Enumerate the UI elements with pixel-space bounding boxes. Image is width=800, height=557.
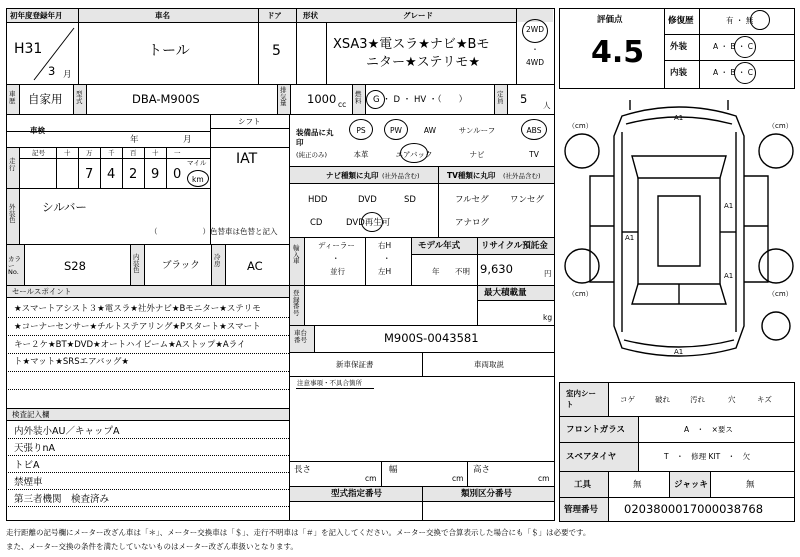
mileage-unit-label: 一: [174, 149, 181, 157]
capacity-unit: 人: [543, 101, 551, 110]
abs-circle: [521, 119, 547, 140]
max-load-label: 最大積載量: [484, 288, 527, 298]
inspection-label: 車検: [30, 126, 45, 135]
recycle-amount: 9,630: [480, 262, 513, 276]
seat-kizu: キズ: [757, 395, 772, 404]
model: DBA-M900S: [132, 92, 200, 106]
warranty-manual: 車両取説: [474, 360, 504, 369]
equip-abs: ABS: [526, 126, 542, 135]
import-dot2: ・: [383, 254, 391, 263]
inspection-note-3: トビA: [14, 460, 40, 471]
mileage-digit: 9: [151, 167, 160, 182]
grade-line2: ニター★ステリモ★: [366, 55, 481, 70]
equip-ps: PS: [356, 126, 366, 135]
km-circle: [187, 170, 209, 187]
dent-a1-left: A1: [625, 234, 635, 242]
mileage-digit: 0: [173, 167, 182, 182]
mileage-digit: 2: [129, 167, 138, 182]
score-label: 評価点: [597, 15, 623, 25]
grade-line1: XSA3★電スラ★ナビ★Bモ: [333, 37, 490, 52]
import-dealer: ディーラー: [318, 241, 355, 250]
equip-leather: 本革: [353, 150, 369, 159]
seat-yabure: 破れ: [655, 395, 670, 404]
interior-color-label: 内装色: [133, 253, 140, 274]
drive-dot: ・: [531, 45, 539, 54]
color-no: S28: [64, 259, 86, 273]
dent-a1-front: A1: [674, 114, 684, 122]
mileage-digit: 4: [107, 167, 116, 182]
width-unit: cm: [452, 474, 464, 483]
tv-analog: アナログ: [455, 218, 490, 228]
navi-label: ナビ種類に丸印: [326, 171, 379, 180]
footer-line2: また、メーター交換の条件を満たしていないものはメーター改ざん車扱いとなります。: [6, 542, 298, 551]
mileage-digit: 7: [85, 167, 94, 182]
spare-options: T ・ 修理 KIT ・ 欠: [664, 452, 751, 461]
import-parallel: 並行: [330, 267, 345, 276]
repair-label: 修復歴: [668, 16, 694, 26]
ac: AC: [247, 259, 263, 273]
seats-label: 室内シート: [566, 389, 596, 409]
reg-month: 3: [48, 64, 56, 78]
sales-line1: ★スマートアシスト３★電スラ★社外ナビ★Bモニター★ステリモ: [14, 304, 261, 314]
import-dot1: ・: [332, 254, 340, 263]
sign-label: 記号: [32, 149, 45, 157]
usage: 自家用: [28, 92, 63, 106]
fuel-label: 燃料: [355, 90, 362, 105]
score-value: 4.5: [591, 35, 645, 70]
inspection-note-4: 禁煙車: [14, 477, 43, 488]
color-value: シルバー: [42, 200, 87, 214]
recycle-label: リサイクル預託金: [481, 241, 548, 251]
svg-text:（cm）: （cm）: [568, 290, 593, 298]
dvd-play-circle: [361, 212, 383, 232]
drive-2wd-circle: [522, 19, 548, 43]
km-label: km: [192, 175, 204, 184]
sales-line3: キー２ケ★BT★DVD★オートハイビーム★Aストップ★Aライ: [14, 340, 246, 350]
ac-label: 冷房: [214, 253, 221, 268]
airbag-circle: [400, 143, 428, 163]
chassis-label: 車台番号: [294, 329, 307, 344]
inspection-note-1: 内外装小AU／キャップA: [14, 426, 120, 437]
import-right: 右H: [378, 241, 392, 250]
import-left: 左H: [378, 267, 392, 276]
repair-circle: [750, 10, 770, 30]
height-unit: cm: [538, 474, 550, 483]
fuel-options: G ・ D ・ HV ・（ ）: [373, 95, 468, 105]
type-no-label: 型式指定番号: [331, 489, 383, 499]
mileage-unit-label: 十: [152, 149, 159, 157]
reg-year-label: 初年度登録年月: [10, 11, 63, 20]
tv-fullseg: フルセグ: [455, 195, 489, 205]
navi-dvd-play: DVD再生可: [346, 218, 391, 228]
inspection-year: 年: [130, 135, 139, 145]
model-label: 型式: [76, 90, 83, 105]
jack-label: ジャッキ: [674, 480, 708, 490]
jack-value: 無: [746, 480, 755, 490]
capacity: 5: [520, 92, 528, 106]
drive-4wd: 4WD: [526, 58, 544, 67]
exterior-options: A ・ B ・ C: [713, 42, 754, 51]
color-note: （ ）色替車は色替と記入: [150, 227, 278, 236]
mileage-unit-label: 百: [130, 149, 137, 157]
car-name-label: 車名: [155, 11, 170, 20]
color-label: 外装色: [9, 203, 16, 224]
inspection-note-5: 第三者機関 検査済み: [14, 494, 110, 505]
tools-value: 無: [633, 480, 642, 490]
width-label: 幅: [389, 465, 398, 475]
mile-label: マイル: [187, 159, 207, 167]
equipment-sub: (純正のみ): [296, 151, 328, 159]
model-year-unknown: 不明: [455, 267, 470, 276]
inspection-month: 月: [183, 135, 192, 145]
doors: 5: [272, 43, 281, 59]
max-load-unit: kg: [543, 313, 553, 322]
tv-oneseg: ワンセグ: [510, 195, 545, 205]
import-label: 輸入車: [293, 244, 300, 265]
shift-label: シフト: [238, 117, 261, 126]
length-label: 長さ: [294, 465, 312, 475]
warranty-new: 新車保証書: [336, 360, 374, 369]
mileage-unit-label: 十: [64, 149, 71, 157]
reg-year: H31: [14, 41, 43, 57]
equip-navi: ナビ: [469, 150, 485, 159]
interior-color: ブラック: [162, 260, 200, 271]
interior-circle: [734, 62, 756, 84]
mileage-unit-label: 万: [86, 149, 93, 157]
chassis-value: M900S-0043581: [384, 331, 479, 345]
sales-line4: ト★マット★SRSエアバッグ★: [14, 357, 130, 367]
drive-2wd: 2WD: [526, 25, 544, 34]
svg-text:（cm）: （cm）: [768, 290, 793, 298]
svg-text:（cm）: （cm）: [768, 122, 793, 130]
shape-label: 形状: [303, 11, 318, 20]
footer-line1: 走行距離の記号欄にメーター改ざん車は「＊」、メーター交換車は「＄」、走行不明車は「＃」を記入してください。メーター交換で合算表示した場合にも「＄」は必要です。: [6, 528, 591, 537]
cc-unit: cc: [338, 100, 347, 109]
equipment-label: 装備品に丸印: [296, 128, 334, 147]
exterior-label: 外装: [670, 42, 688, 52]
equip-aw: AW: [423, 126, 437, 135]
dent-a1-side: A1: [724, 272, 734, 280]
seat-yogore: 汚れ: [690, 395, 705, 404]
length-unit: cm: [365, 474, 377, 483]
grade-label: グレード: [403, 11, 433, 20]
reg-no-label: 登録番号: [293, 289, 300, 317]
doors-label: ドア: [267, 11, 282, 20]
sales-label: セールスポイント: [12, 287, 72, 296]
equip-pw: PW: [390, 126, 402, 135]
displacement: 1000: [307, 92, 337, 106]
spare-label: スペアタイヤ: [566, 452, 617, 462]
sales-line2: ★コーナーセンサー★チルトステアリング★Pスタート★スマート: [14, 322, 261, 332]
tools-label: 工具: [574, 480, 592, 490]
seat-koge: コゲ: [620, 395, 635, 404]
class-no-label: 類別区分番号: [461, 489, 513, 499]
color-no-label: カラーNo.: [8, 255, 21, 276]
model-year-label: モデル年式: [418, 241, 461, 251]
glass-label: フロントガラス: [566, 425, 625, 435]
pw-circle: [384, 119, 408, 140]
repair-options: 有 ・ 無: [726, 16, 754, 25]
tv-sub: (社外品含む): [503, 172, 541, 180]
equip-tv: TV: [529, 150, 539, 159]
tv-label: TV種類に丸印: [447, 171, 496, 180]
interior-grade-options: A ・ B ・ C: [713, 68, 754, 77]
dent-a1-right: A1: [724, 202, 734, 210]
svg-text:（cm）: （cm）: [568, 122, 593, 130]
inspection-notes-label: 検査記入欄: [12, 410, 50, 419]
navi-sub: (社外品含む): [382, 172, 420, 180]
equip-sunroof: サンルーフ: [458, 126, 496, 135]
navi-dvd: DVD: [358, 195, 377, 205]
usage-label: 車歴: [9, 90, 16, 105]
glass-options: A ・ ×要ス: [684, 425, 733, 434]
interior-grade-label: 内装: [670, 68, 688, 78]
notes-label: 注意事項・不具合箇所: [297, 379, 362, 387]
month-unit: 月: [63, 70, 72, 80]
car-name: トール: [148, 43, 190, 59]
navi-sd: SD: [404, 195, 416, 205]
mileage-unit-label: 千: [108, 149, 115, 157]
mileage-label: 走行: [9, 157, 16, 172]
height-label: 高さ: [473, 465, 491, 475]
model-year-year: 年: [432, 267, 440, 276]
recycle-yen: 円: [544, 269, 552, 278]
car-damage-diagram: [562, 96, 796, 368]
mgmt-label: 管理番号: [564, 505, 599, 515]
navi-hdd: HDD: [308, 195, 328, 205]
displacement-label: 排気量: [280, 86, 287, 107]
shift: IAT: [236, 151, 258, 167]
seat-ana: 穴: [728, 395, 736, 404]
equip-airbag: エアバック: [395, 150, 433, 159]
capacity-label: 定員: [497, 90, 504, 105]
mgmt-value: 020380001700003876​8: [624, 502, 764, 516]
ps-circle: [349, 119, 373, 140]
fuel-circle: [366, 90, 385, 109]
inspection-note-2: 天張りnA: [14, 443, 56, 454]
exterior-circle: [734, 36, 756, 58]
dent-a1-rear: A1: [674, 348, 684, 356]
navi-cd: CD: [310, 218, 323, 228]
